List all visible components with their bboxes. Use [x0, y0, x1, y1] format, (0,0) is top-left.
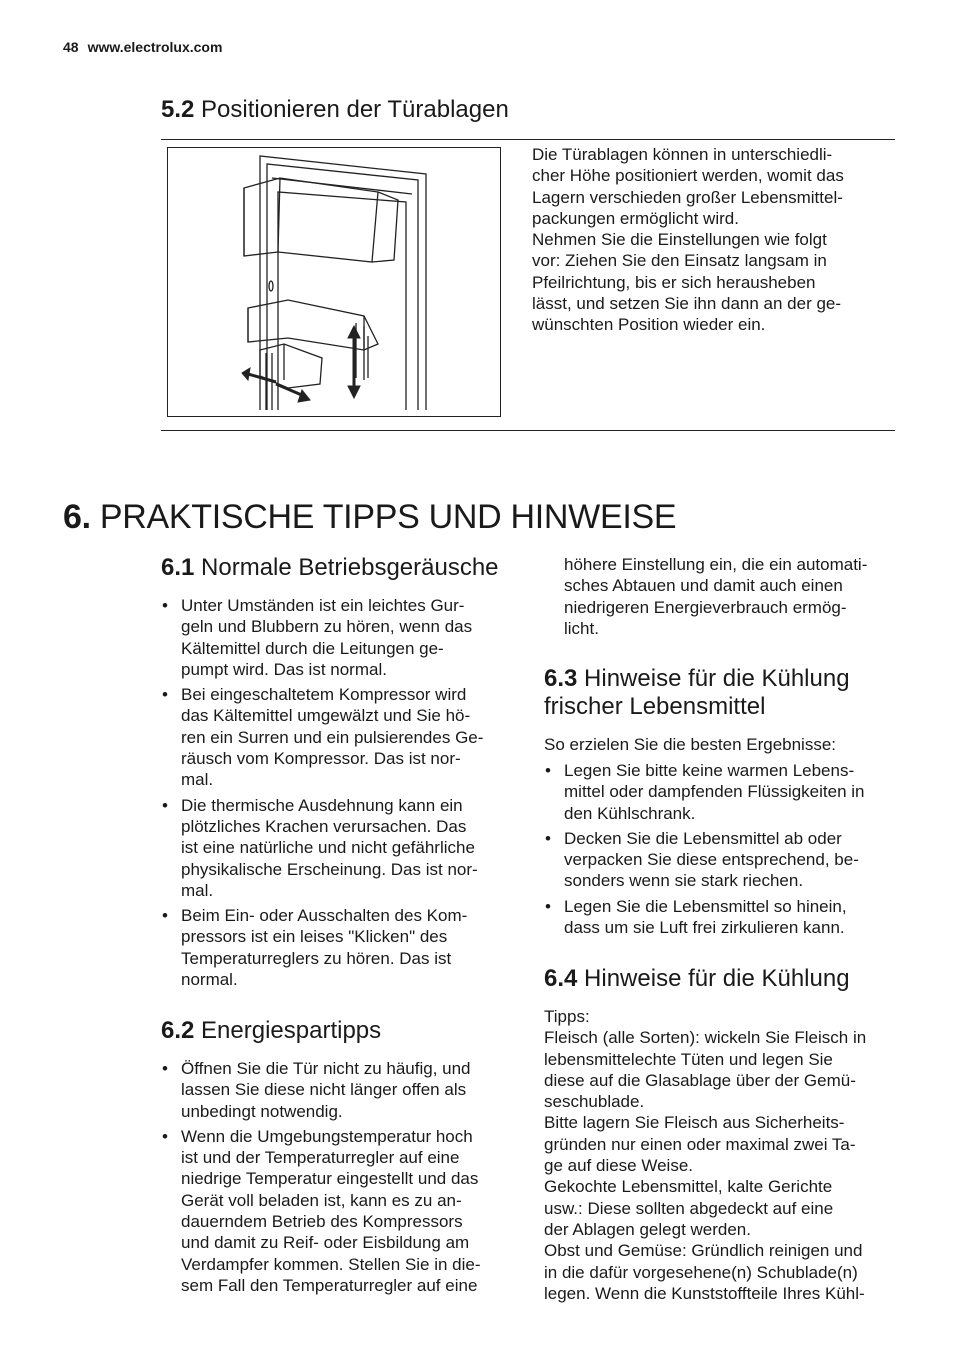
- body-line: Lagern verschieden großer Lebensmittel-: [532, 187, 843, 207]
- body-line: niedrigeren Energieverbrauch ermög-: [564, 597, 847, 617]
- body-line: diese auf die Glasablage über der Gemü-: [544, 1070, 856, 1090]
- bullet-line: Verdampfer kommen. Stellen Sie in die-: [181, 1254, 481, 1274]
- bullet-line: räusch vom Kompressor. Das ist nor-: [181, 749, 461, 769]
- body-line: ge auf diese Weise.: [544, 1156, 693, 1176]
- body-line: usw.: Diese sollten abgedeckt auf eine: [544, 1198, 834, 1218]
- bullet-line: pumpt wird. Das ist normal.: [181, 659, 387, 679]
- bullet-line: lassen Sie diese nicht länger offen als: [181, 1080, 467, 1100]
- list-item: [161, 795, 516, 901]
- chapter-6-heading: [63, 498, 676, 536]
- list-item: [161, 684, 516, 790]
- list-item: [161, 905, 516, 990]
- body-line: lässt, und setzen Sie ihn dann an der ge-: [532, 294, 842, 314]
- body-line: Tipps:: [544, 1007, 590, 1026]
- body-line: Die Türablagen können in unterschiedli-: [532, 145, 833, 164]
- section-number: 6.2: [161, 1017, 195, 1044]
- bullet-line: ist und der Temperaturregler auf eine: [181, 1148, 460, 1168]
- bullet-line: • Decken Sie die Lebensmittel ab oder: [564, 828, 842, 848]
- bullet-line: dass um sie Luft frei zirkulieren kann.: [564, 918, 845, 938]
- page-number: 48: [63, 39, 79, 55]
- bullet-line: • Öffnen Sie die Tür nicht zu häufig, und: [181, 1059, 471, 1078]
- section-title: Positionieren der Türablagen: [201, 96, 509, 123]
- body-line: Bitte lagern Sie Fleisch aus Sicherheits-: [544, 1113, 845, 1133]
- section-6-4-heading: [544, 965, 850, 993]
- bullet-line: Temperaturreglers zu hören. Das ist: [181, 948, 452, 968]
- section-number: 6.3: [544, 665, 578, 692]
- body-line: Obst und Gemüse: Gründlich reinigen und: [544, 1241, 863, 1261]
- section-title: Hinweise für die Kühlung: [584, 965, 850, 992]
- bullet-line: • Unter Umständen ist ein leichtes Gur-: [181, 596, 465, 615]
- section-6-3-heading: [544, 665, 850, 721]
- section-number: 6.1: [161, 554, 195, 581]
- bullet-line: mal.: [181, 770, 214, 790]
- bullet-line: Gerät voll beladen ist, kann es zu an-: [181, 1190, 462, 1210]
- door-shelf-illustration: [167, 147, 501, 417]
- bullet-line: • Beim Ein- oder Ausschalten des Kom-: [181, 906, 468, 926]
- section-6-2-list: [161, 1058, 516, 1300]
- bullet-line: ist eine natürliche und nicht gefährliche: [181, 838, 475, 858]
- list-item: [161, 595, 516, 680]
- chapter-title: PRAKTISCHE TIPPS UND HINWEISE: [99, 498, 677, 536]
- section-6-3-intro: So erzielen Sie die besten Ergebnisse:: [544, 735, 837, 754]
- body-line: Gekochte Lebensmittel, kalte Gerichte: [544, 1177, 833, 1197]
- section-5-2-body: [532, 144, 844, 336]
- list-item: [161, 1058, 516, 1122]
- bullet-line: Kältemittel durch die Leitungen ge-: [181, 638, 444, 658]
- body-line: seschublade.: [544, 1092, 645, 1112]
- section-bottom-rule: [161, 430, 895, 431]
- bullet-line: pressors ist ein leises "Klicken" des: [181, 927, 448, 947]
- section-6-1-heading: [161, 554, 499, 582]
- bullet-line: und damit zu Reif- oder Eisbildung am: [181, 1233, 470, 1253]
- section-5-2-heading: [161, 96, 509, 124]
- bullet-line: • Bei eingeschaltetem Kompressor wird: [181, 685, 467, 705]
- bullet-line: • Wenn die Umgebungstemperatur hoch: [181, 1126, 473, 1146]
- section-number: 5.2: [161, 96, 195, 123]
- fridge-door-drawing: [168, 148, 500, 416]
- body-line: packungen ermöglicht wird.: [532, 208, 739, 228]
- body-line: wünschten Position wieder ein.: [532, 315, 766, 335]
- section-title: Normale Betriebsgeräusche: [201, 554, 499, 581]
- list-item: [544, 896, 904, 939]
- section-6-1-list: [161, 595, 516, 994]
- section-6-2-heading: [161, 1017, 381, 1045]
- bullet-line: mittel oder dampfenden Flüssigkeiten in: [564, 782, 865, 802]
- section-6-4-body: [544, 1006, 866, 1304]
- body-line: höhere Einstellung ein, die ein automati-: [564, 555, 868, 574]
- bullet-line: • Die thermische Ausdehnung kann ein: [181, 795, 463, 815]
- body-line: cher Höhe positioniert werden, womit das: [532, 166, 844, 186]
- bullet-line: physikalische Erscheinung. Das ist nor-: [181, 859, 478, 879]
- bullet-line: • Legen Sie bitte keine warmen Lebens-: [564, 761, 855, 780]
- website-link[interactable]: www.electrolux.com: [87, 39, 223, 55]
- bullet-line: den Kühlschrank.: [564, 803, 696, 823]
- section-title: Energiespartipps: [201, 1017, 382, 1044]
- body-line: legen. Wenn die Kunststoffteile Ihres Kühl-: [544, 1283, 865, 1303]
- body-line: sches Abtauen und damit auch einen: [564, 576, 843, 596]
- body-line: gründen nur einen oder maximal zwei Ta-: [544, 1134, 856, 1154]
- body-line: der Ablagen gelegt werden.: [544, 1219, 751, 1239]
- body-line: lebensmittelechte Tüten und legen Sie: [544, 1049, 833, 1069]
- section-6-2-continuation: [564, 554, 867, 639]
- bullet-line: dauerndem Betrieb des Kompressors: [181, 1212, 463, 1232]
- bullet-line: sonders wenn sie stark riechen.: [564, 871, 804, 891]
- bullet-line: unbedingt notwendig.: [181, 1101, 343, 1121]
- chapter-number: 6.: [63, 498, 91, 536]
- section-6-3-list: [544, 760, 904, 942]
- section-title-line2: frischer Lebensmittel: [544, 693, 766, 720]
- page-header: [63, 39, 222, 55]
- body-line: vor: Ziehen Sie den Einsatz langsam in: [532, 251, 827, 271]
- section-number: 6.4: [544, 965, 578, 992]
- bullet-line: plötzliches Krachen verursachen. Das: [181, 816, 467, 836]
- body-line: in die dafür vorgesehene(n) Schublade(n): [544, 1262, 858, 1282]
- bullet-line: niedrige Temperatur eingestellt und das: [181, 1169, 479, 1189]
- body-line: Fleisch (alle Sorten): wickeln Sie Fleisch in: [544, 1028, 867, 1048]
- bullet-line: ren ein Surren und ein pulsierendes Ge-: [181, 727, 484, 747]
- bullet-line: sem Fall den Temperaturregler auf eine: [181, 1275, 478, 1295]
- list-item: [544, 828, 904, 892]
- bullet-line: geln und Blubbern zu hören, wenn das: [181, 617, 473, 637]
- bullet-line: • Legen Sie die Lebensmittel so hinein,: [564, 896, 847, 916]
- bullet-line: verpacken Sie diese entsprechend, be-: [564, 850, 859, 870]
- body-line: Nehmen Sie die Einstellungen wie folgt: [532, 230, 827, 250]
- section-top-rule: [161, 139, 895, 140]
- bullet-line: mal.: [181, 880, 214, 900]
- bullet-line: normal.: [181, 970, 238, 990]
- body-line: licht.: [564, 618, 599, 638]
- bullet-line: das Kältemittel umgewälzt und Sie hö-: [181, 706, 471, 726]
- list-item: [161, 1126, 516, 1296]
- list-item: [544, 760, 904, 824]
- body-line: Pfeilrichtung, bis er sich herausheben: [532, 272, 816, 292]
- section-title: Hinweise für die Kühlung: [584, 665, 850, 692]
